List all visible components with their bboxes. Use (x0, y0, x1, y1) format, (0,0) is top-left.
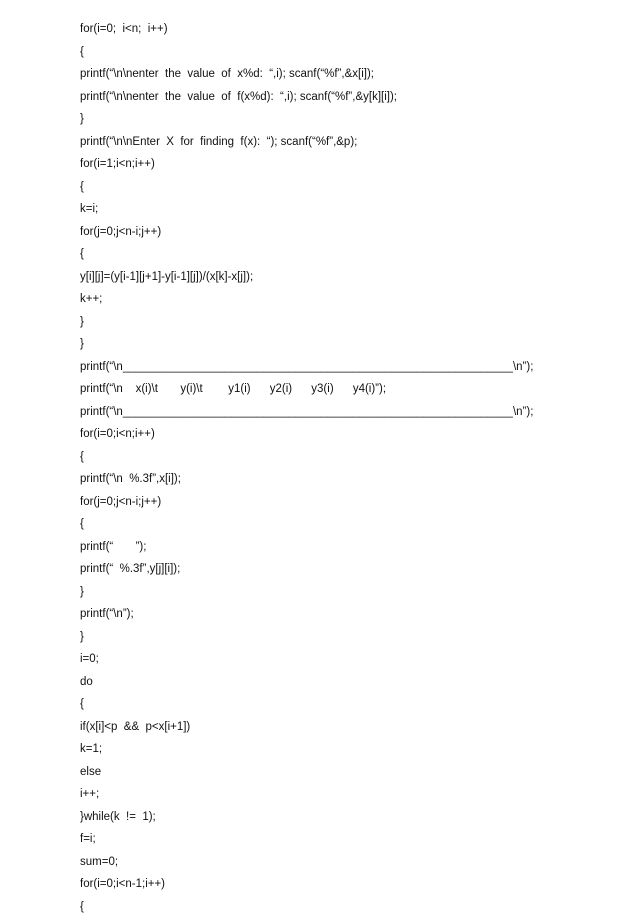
code-line: }while(k != 1); (80, 806, 560, 829)
code-line: { (80, 41, 560, 64)
code-line: for(i=0;i<n-1;i++) (80, 873, 560, 896)
code-line: printf(“ %.3f”,y[j][i]); (80, 558, 560, 581)
code-line: y[i][j]=(y[i-1][j+1]-y[i-1][j])/(x[k]-x[j]); (80, 266, 560, 289)
code-line: if(x[i]<p && p<x[i+1]) (80, 716, 560, 739)
code-line: k=i; (80, 198, 560, 221)
code-line: printf(“\n”); (80, 603, 560, 626)
code-line: { (80, 446, 560, 469)
code-line: { (80, 243, 560, 266)
code-line: k++; (80, 288, 560, 311)
code-line: printf(“\n\nEnter X for finding f(x): “); scanf(“%f”,&p); (80, 131, 560, 154)
code-line: printf(“\n_____________________________________________________________\n”); (80, 401, 560, 424)
code-line: } (80, 108, 560, 131)
code-line: } (80, 311, 560, 334)
code-line: for(i=0; i<n; i++) (80, 18, 560, 41)
code-listing (80, 18, 560, 918)
code-line: printf(“ ”); (80, 536, 560, 559)
code-line: printf(“\n\nenter the value of f(x%d): “,i); scanf(“%f”,&y[k][i]); (80, 86, 560, 109)
code-line: i++; (80, 783, 560, 806)
code-line: k=1; (80, 738, 560, 761)
code-line: { (80, 176, 560, 199)
code-line: } (80, 626, 560, 649)
code-line: printf(“\n_____________________________________________________________\n”); (80, 356, 560, 379)
code-line: for(i=0;i<n;i++) (80, 423, 560, 446)
code-line: printf(“\n\nenter the value of x%d: “,i); scanf(“%f”,&x[i]); (80, 63, 560, 86)
code-line: { (80, 896, 560, 918)
code-line: else (80, 761, 560, 784)
code-line: i=0; (80, 648, 560, 671)
code-line: { (80, 513, 560, 536)
code-line: for(i=1;i<n;i++) (80, 153, 560, 176)
code-line: f=i; (80, 828, 560, 851)
code-line: for(j=0;j<n-i;j++) (80, 491, 560, 514)
code-line: sum=0; (80, 851, 560, 874)
code-line: { (80, 693, 560, 716)
code-line: } (80, 333, 560, 356)
code-line: } (80, 581, 560, 604)
code-line: printf(“\n x(i)\t y(i)\t y1(i) y2(i) y3(i) y4(i)”); (80, 378, 560, 401)
code-line: do (80, 671, 560, 694)
code-line: printf(“\n %.3f”,x[i]); (80, 468, 560, 491)
code-line: for(j=0;j<n-i;j++) (80, 221, 560, 244)
